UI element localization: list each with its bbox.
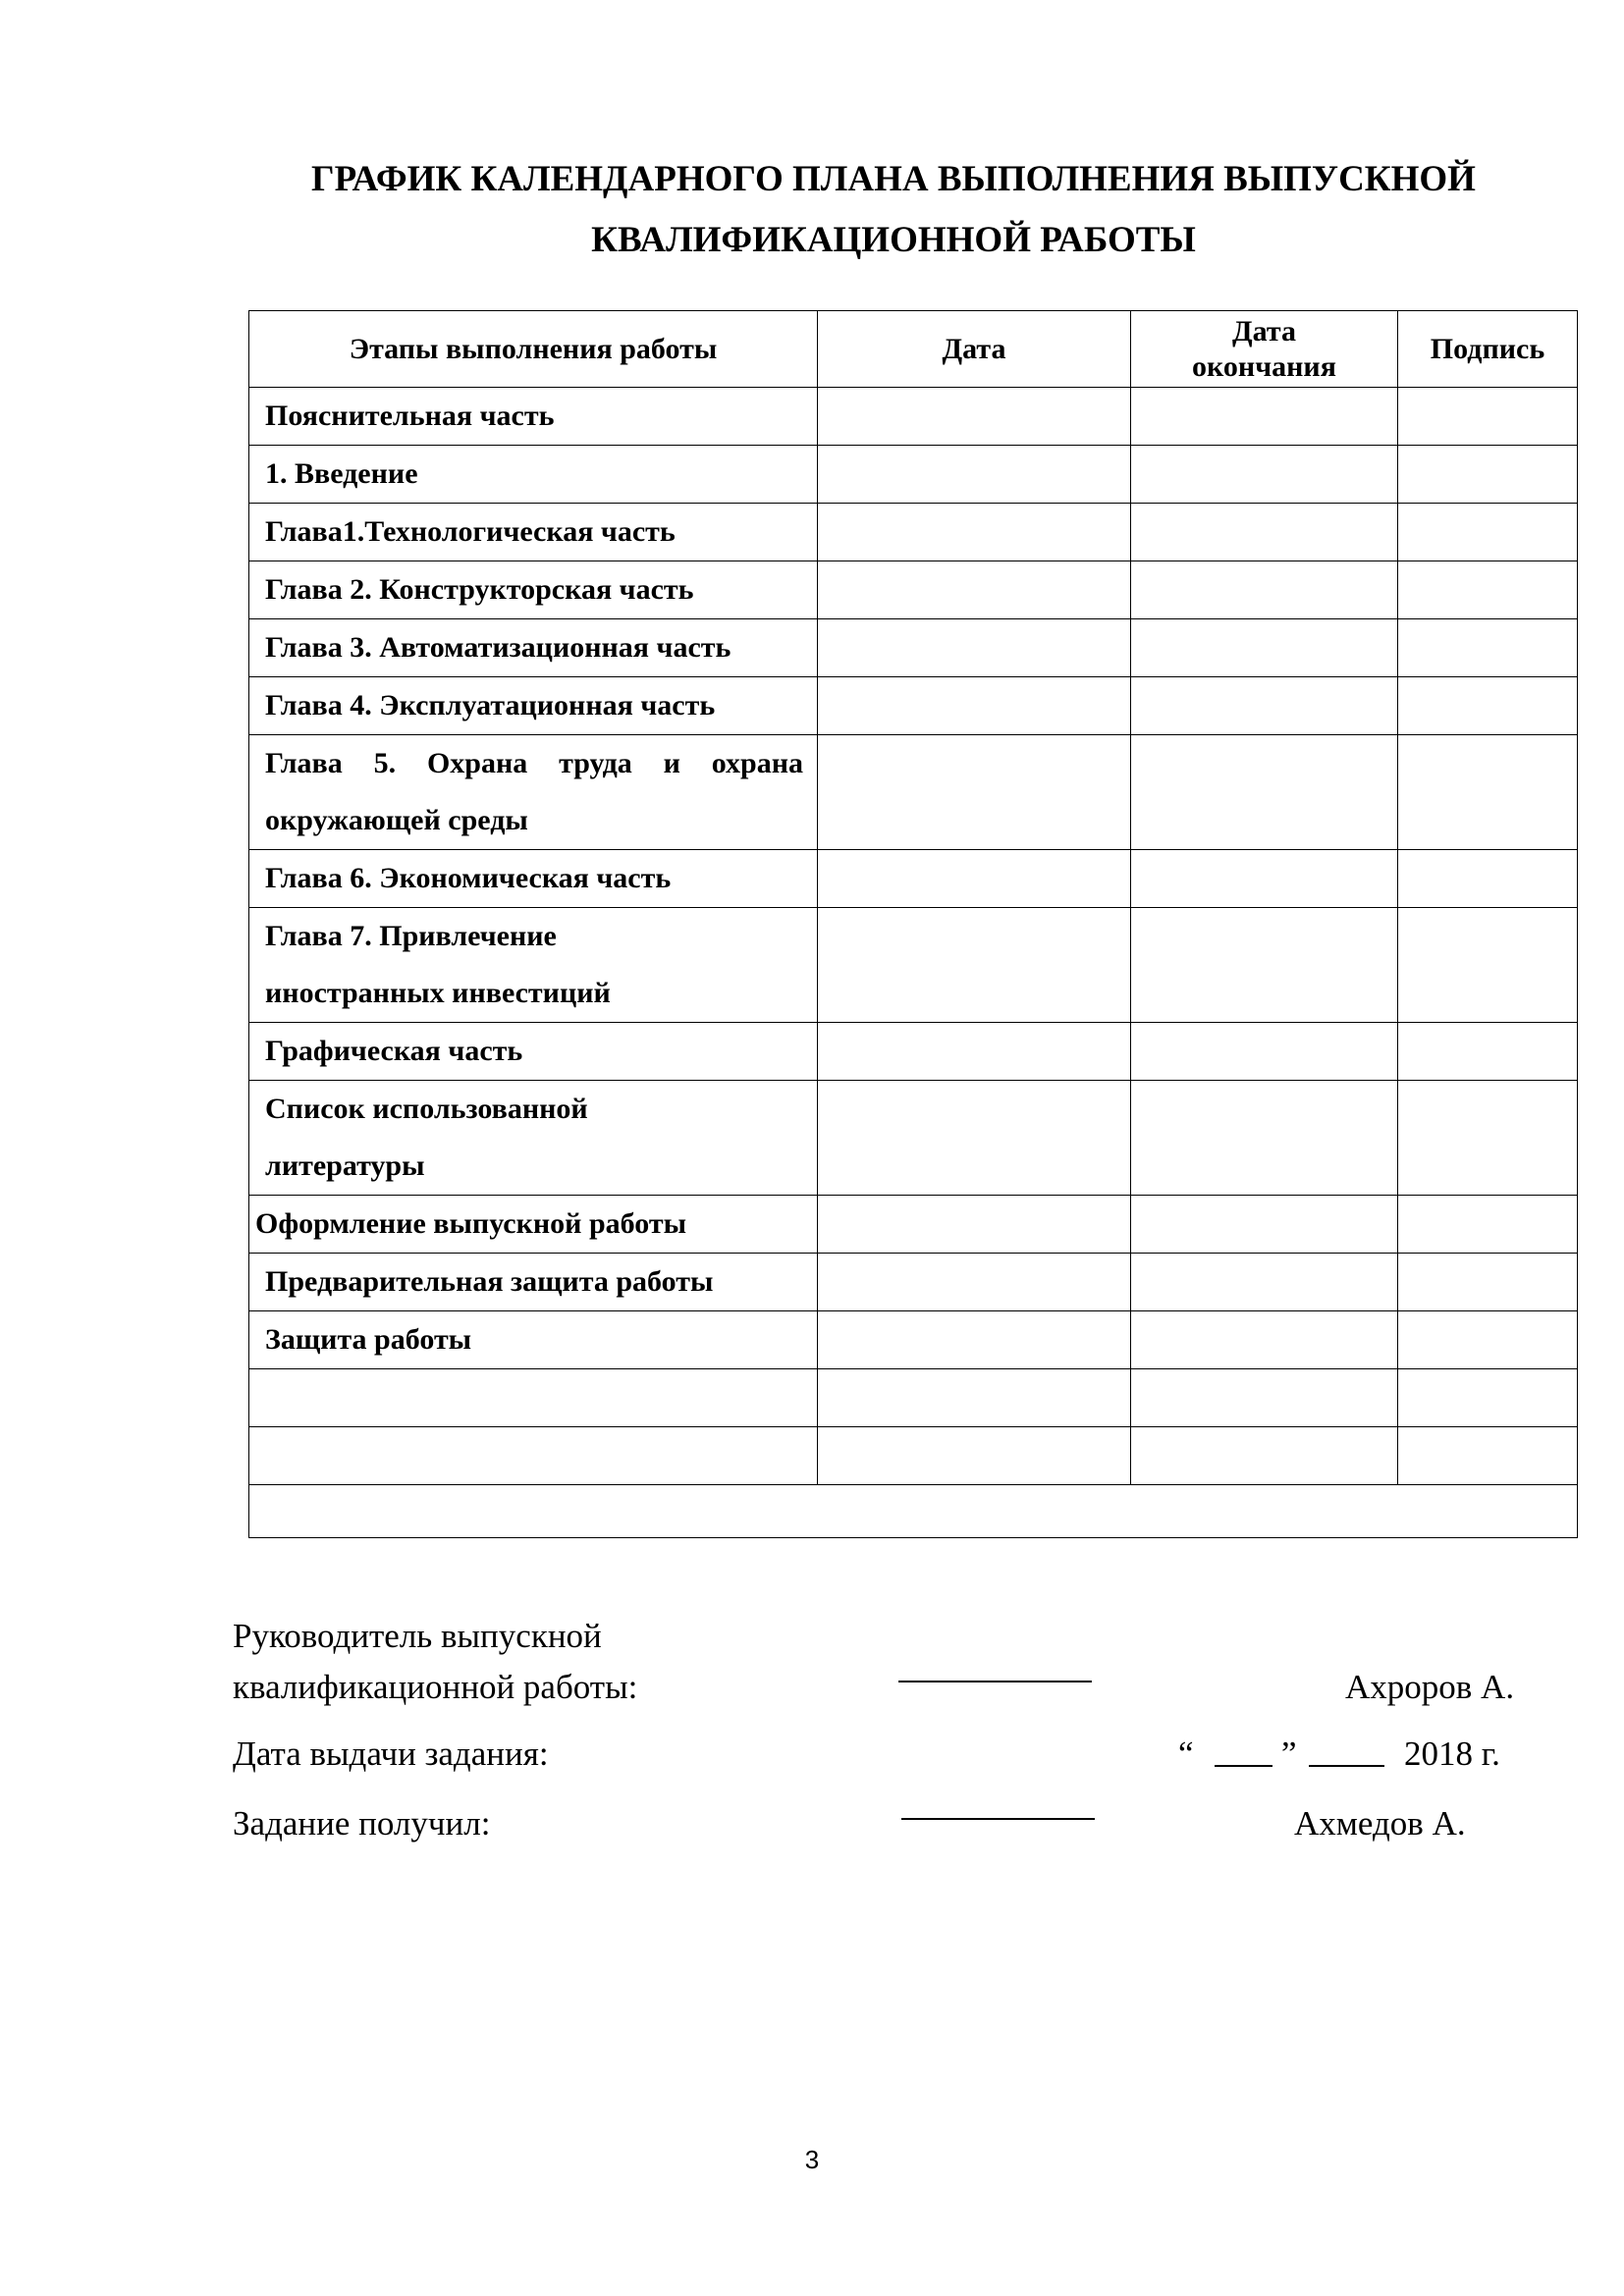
end-date-cell[interactable] (1131, 1196, 1398, 1254)
end-date-cell[interactable] (1131, 908, 1398, 1023)
table-row (249, 908, 1578, 1023)
table-row (249, 1254, 1578, 1311)
stage-text-line2: литературы (265, 1149, 425, 1182)
table-row (249, 677, 1578, 735)
table-row (249, 1081, 1578, 1196)
stage-text-line1: Список использованной (265, 1093, 588, 1125)
signature-cell[interactable] (1398, 1196, 1578, 1254)
table-row (249, 850, 1578, 908)
header-end-date-line2: окончания (1192, 349, 1336, 383)
document-title (255, 149, 1532, 271)
stage-cell: Предварительная защита работы (249, 1254, 818, 1311)
header-stages: Этапы выполнения работы (249, 311, 818, 388)
stage-cell: Глава 2. Конструкторская часть (249, 561, 818, 619)
end-date-cell[interactable] (1131, 446, 1398, 504)
issue-date-quote-open: “ (1178, 1735, 1194, 1773)
date-cell[interactable] (818, 1311, 1131, 1369)
signature-cell[interactable] (1398, 1254, 1578, 1311)
date-cell[interactable] (818, 446, 1131, 504)
supervisor-signature-line[interactable] (898, 1681, 1092, 1682)
signature-cell[interactable] (1398, 677, 1578, 735)
table-footer-row (249, 1485, 1578, 1538)
end-date-cell[interactable] (1131, 561, 1398, 619)
table-row (249, 561, 1578, 619)
signature-cell[interactable] (1398, 1311, 1578, 1369)
stage-cell: Графическая часть (249, 1023, 818, 1081)
date-cell[interactable] (818, 504, 1131, 561)
date-cell[interactable] (818, 1196, 1131, 1254)
table-header-row (249, 311, 1578, 388)
table-row (249, 1311, 1578, 1369)
end-date-cell[interactable] (1131, 619, 1398, 677)
signature-cell[interactable] (1398, 1369, 1578, 1427)
table-row (249, 388, 1578, 446)
table-row (249, 504, 1578, 561)
stage-cell: Глава1.Технологическая часть (249, 504, 818, 561)
date-cell[interactable] (818, 850, 1131, 908)
date-cell[interactable] (818, 1254, 1131, 1311)
date-cell[interactable] (818, 677, 1131, 735)
stage-cell: Глава 6. Экономическая часть (249, 850, 818, 908)
table-row (249, 1023, 1578, 1081)
date-cell[interactable] (818, 388, 1131, 446)
supervisor-label-line2: квалификационной работы: (233, 1668, 638, 1706)
date-cell[interactable] (818, 908, 1131, 1023)
stage-cell (249, 1081, 818, 1196)
date-cell[interactable] (818, 1081, 1131, 1196)
supervisor-name: Ахроров А. (1345, 1668, 1515, 1706)
stage-cell[interactable] (249, 1427, 818, 1485)
date-cell[interactable] (818, 1369, 1131, 1427)
supervisor-label-line1: Руководитель выпускной (233, 1617, 602, 1655)
table-row (249, 735, 1578, 850)
end-date-cell[interactable] (1131, 1081, 1398, 1196)
stage-cell: Глава 5. Охрана труда и охрана окружающей среды (249, 735, 818, 850)
schedule-table (248, 310, 1578, 1538)
stage-cell: 1. Введение (249, 446, 818, 504)
stage-text-line2: иностранных инвестиций (265, 977, 611, 1009)
footer-cell[interactable] (249, 1485, 1578, 1538)
table-row (249, 446, 1578, 504)
issue-day-line[interactable] (1215, 1765, 1272, 1767)
stage-cell (249, 908, 818, 1023)
date-cell[interactable] (818, 1427, 1131, 1485)
received-name: Ахмедов А. (1294, 1804, 1466, 1842)
stage-cell: Глава 4. Эксплуатационная часть (249, 677, 818, 735)
signature-cell[interactable] (1398, 1081, 1578, 1196)
header-end-date (1131, 311, 1398, 388)
stage-cell: Глава 3. Автоматизационная часть (249, 619, 818, 677)
signature-cell[interactable] (1398, 1427, 1578, 1485)
end-date-cell[interactable] (1131, 1427, 1398, 1485)
signature-cell[interactable] (1398, 561, 1578, 619)
end-date-cell[interactable] (1131, 388, 1398, 446)
signature-cell[interactable] (1398, 619, 1578, 677)
table-row-empty (249, 1369, 1578, 1427)
signature-cell[interactable] (1398, 388, 1578, 446)
date-cell[interactable] (818, 1023, 1131, 1081)
signature-cell[interactable] (1398, 446, 1578, 504)
end-date-cell[interactable] (1131, 1311, 1398, 1369)
issue-date-label: Дата выдачи задания: (233, 1735, 549, 1773)
date-cell[interactable] (818, 735, 1131, 850)
header-signature: Подпись (1398, 311, 1578, 388)
issue-date-year: 2018 г. (1404, 1735, 1500, 1773)
signature-cell[interactable] (1398, 908, 1578, 1023)
end-date-cell[interactable] (1131, 850, 1398, 908)
header-date: Дата (818, 311, 1131, 388)
table-row (249, 1196, 1578, 1254)
end-date-cell[interactable] (1131, 1254, 1398, 1311)
stage-cell: Пояснительная часть (249, 388, 818, 446)
date-cell[interactable] (818, 561, 1131, 619)
table-row-empty (249, 1427, 1578, 1485)
received-label: Задание получил: (233, 1804, 491, 1842)
signature-cell[interactable] (1398, 504, 1578, 561)
signature-cell[interactable] (1398, 735, 1578, 850)
stage-cell: Защита работы (249, 1311, 818, 1369)
stage-cell: Оформление выпускной работы (249, 1196, 818, 1254)
page-number: 3 (804, 2145, 820, 2174)
title-line-2: КВАЛИФИКАЦИОННОЙ РАБОТЫ (591, 220, 1196, 260)
stage-cell[interactable] (249, 1369, 818, 1427)
end-date-cell[interactable] (1131, 504, 1398, 561)
signature-cell[interactable] (1398, 1023, 1578, 1081)
title-line-1: ГРАФИК КАЛЕНДАРНОГО ПЛАНА ВЫПОЛНЕНИЯ ВЫПУСКНОЙ (311, 159, 1476, 199)
stage-text-line1: Глава 7. Привлечение (265, 920, 557, 952)
end-date-cell[interactable] (1131, 735, 1398, 850)
issue-date-quote-close: ” (1281, 1735, 1297, 1773)
received-signature-line[interactable] (901, 1818, 1095, 1820)
signature-cell[interactable] (1398, 850, 1578, 908)
end-date-cell[interactable] (1131, 677, 1398, 735)
end-date-cell[interactable] (1131, 1023, 1398, 1081)
header-end-date-line1: Дата (1232, 314, 1296, 347)
issue-month-line[interactable] (1309, 1765, 1384, 1767)
date-cell[interactable] (818, 619, 1131, 677)
end-date-cell[interactable] (1131, 1369, 1398, 1427)
table-row (249, 619, 1578, 677)
